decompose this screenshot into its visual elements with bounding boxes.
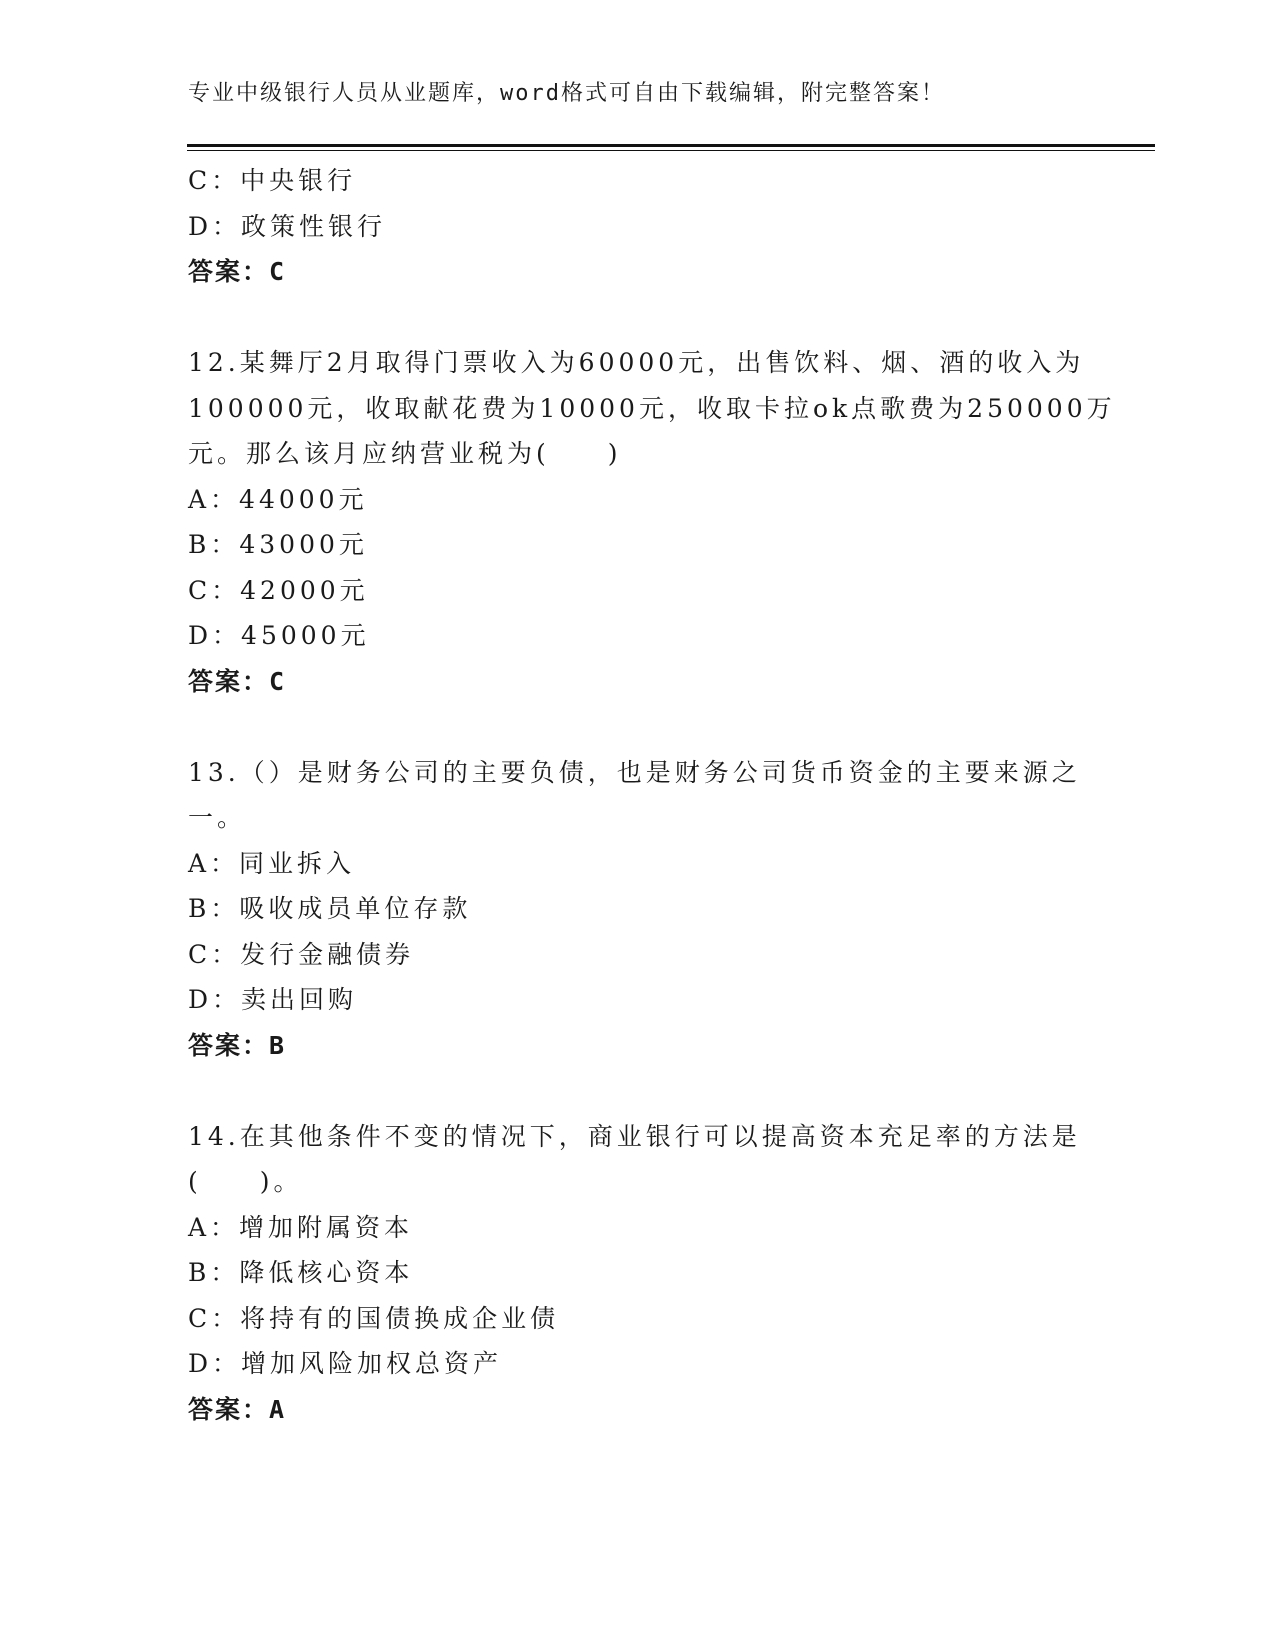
q12-option-d: D：45000元 — [188, 621, 370, 650]
q12-text-line-3: 元。那么该月应纳营业税为( ) — [188, 439, 622, 468]
q13-option-a: A：同业拆入 — [188, 848, 356, 878]
q13-text-line-2: 一。 — [188, 803, 247, 832]
question-content — [188, 158, 1116, 1432]
prev-answer: 答案：C — [188, 257, 287, 286]
q13-option-d: D：卖出回购 — [188, 985, 358, 1014]
q12-text-line-2: 100000元，收取献花费为10000元，收取卡拉ok点歌费为250000万 — [188, 393, 1116, 423]
spacer — [188, 704, 1088, 750]
q14-text-line-2: ( )。 — [188, 1167, 303, 1196]
q13-option-b: B：吸收成员单位存款 — [188, 894, 472, 923]
q12-option-c: C：42000元 — [188, 575, 369, 605]
q12-text-line-1: 12.某舞厅2月取得门票收入为60000元，出售饮料、烟、酒的收入为 — [188, 348, 1085, 377]
q14-option-c: C：将持有的国债换成企业债 — [188, 1303, 560, 1333]
q14-option-a: A：增加附属资本 — [188, 1212, 414, 1242]
document-header: 专业中级银行人员从业题库，word格式可自由下载编辑，附完整答案！ — [188, 81, 945, 106]
q14-answer: 答案：A — [188, 1394, 287, 1424]
q13-option-c: C：发行金融债券 — [188, 939, 415, 969]
q12-answer: 答案：C — [188, 666, 287, 696]
q12-option-b: B：43000元 — [188, 530, 368, 559]
q13-answer: 答案：B — [188, 1030, 287, 1060]
q14-text-line-1: 14.在其他条件不变的情况下，商业银行可以提高资本充足率的方法是 — [188, 1121, 1081, 1151]
q13-text-line-1: 13.（）是财务公司的主要负债，也是财务公司货币资金的主要来源之 — [188, 757, 1081, 787]
prev-option-c: C：中央银行 — [188, 166, 357, 195]
spacer — [188, 295, 1088, 341]
q14-option-b: B：降低核心资本 — [188, 1258, 414, 1287]
header-rule-thin — [187, 150, 1155, 151]
q12-option-a: A：44000元 — [188, 484, 368, 514]
spacer — [188, 1068, 1088, 1114]
prev-option-d: D：政策性银行 — [188, 211, 387, 241]
header-rule-thick — [187, 144, 1155, 147]
q14-option-d: D：增加风险加权总资产 — [188, 1349, 503, 1378]
